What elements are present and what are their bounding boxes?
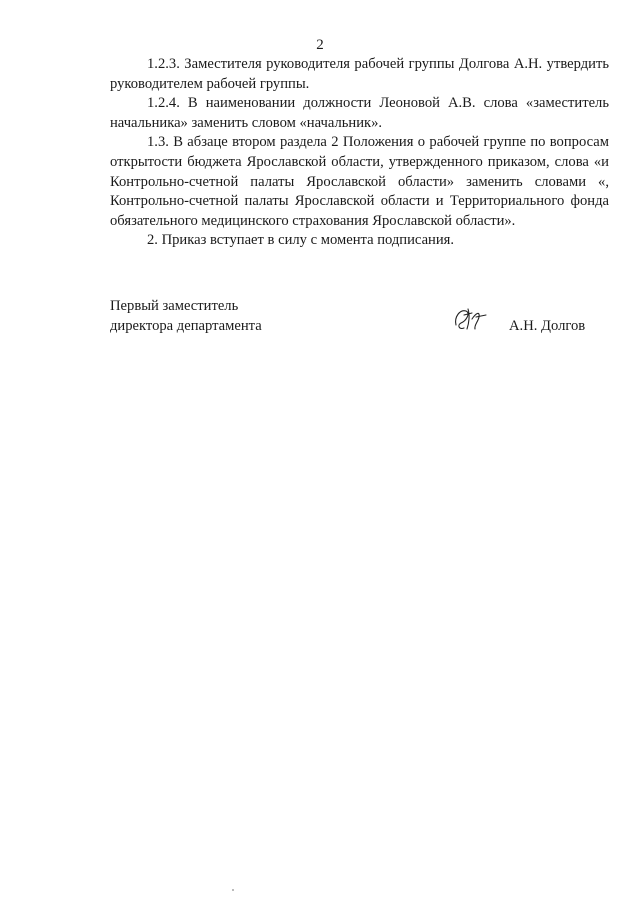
paragraph-1-2-3: 1.2.3. Заместителя руководителя рабочей группы Долгова А.Н. утвердить руководителем рабочей группы. bbox=[110, 56, 609, 92]
handwritten-signature bbox=[450, 303, 490, 333]
paragraph-2: 2. Приказ вступает в силу с момента подписания. bbox=[147, 232, 455, 249]
scan-speck bbox=[232, 889, 234, 891]
signatory-name: А.Н. Долгов bbox=[509, 318, 586, 334]
paragraph-1-3: 1.3. В абзаце втором раздела 2 Положения о рабочей группе по вопросам открытости бюджета Ярославской области, утвержденного приказом, слова «и Контрольно-счетной палаты Ярославской области» заменить словами «, Контрольно-счетной палаты Ярославской области и Территориального фонда обязательного медицинского страхования Ярославской области». bbox=[110, 134, 609, 229]
document-body bbox=[110, 55, 609, 251]
paragraph-1-2-4: 1.2.4. В наименовании должности Леоновой А.В. слова «заместитель начальника» заменить словом «начальник». bbox=[110, 95, 609, 131]
signatory-title-line-1: Первый заместитель bbox=[110, 298, 239, 314]
signature-block bbox=[110, 297, 609, 357]
signatory-title-line-2: директора департамента bbox=[110, 317, 262, 334]
signatory-title bbox=[110, 297, 262, 336]
page-number: 2 bbox=[316, 37, 324, 53]
